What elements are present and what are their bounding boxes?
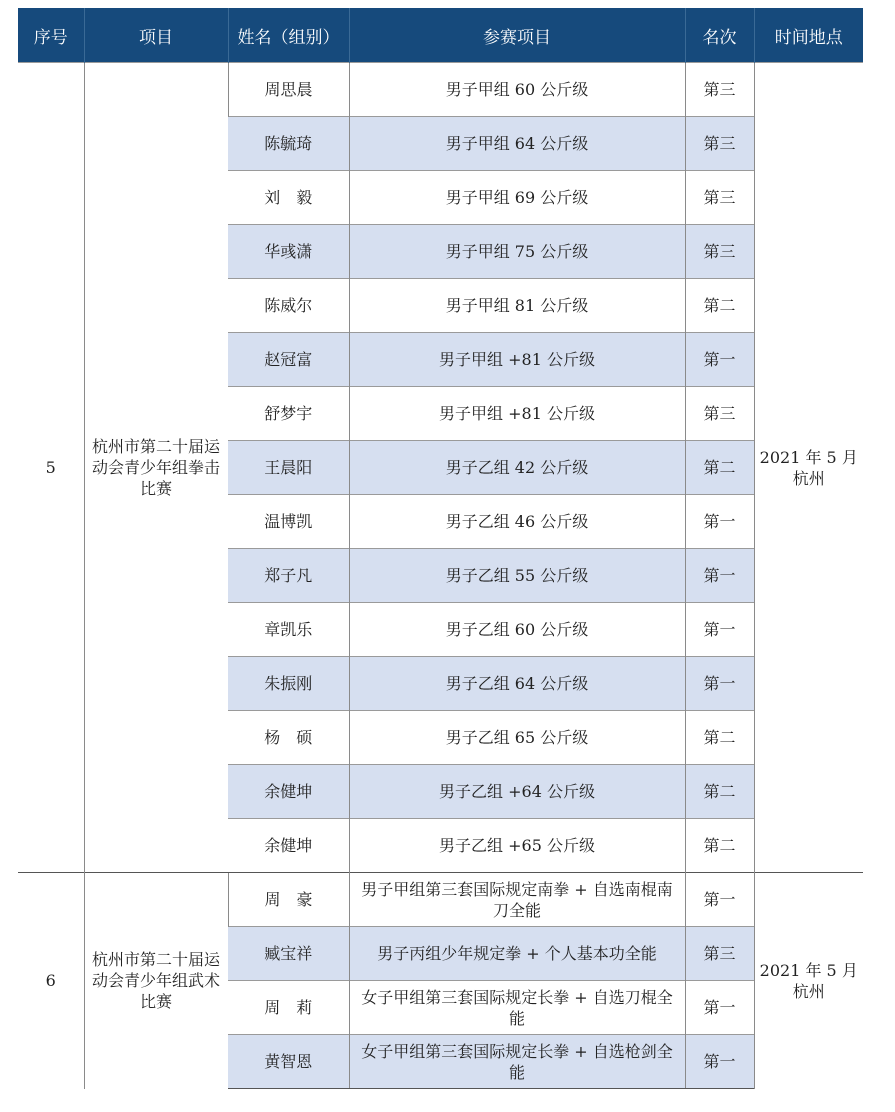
athlete-name-cell: 余健坤 [228, 765, 349, 819]
rank-cell: 第一 [685, 333, 754, 387]
rank-cell: 第一 [685, 549, 754, 603]
athlete-name-cell: 朱振刚 [228, 657, 349, 711]
category-cell: 男子乙组 46 公斤级 [349, 495, 685, 549]
rank-cell: 第二 [685, 819, 754, 873]
rank-cell: 第三 [685, 225, 754, 279]
athlete-name-cell: 刘 毅 [228, 171, 349, 225]
rank-cell: 第三 [685, 927, 754, 981]
rank-cell: 第一 [685, 981, 754, 1035]
header-event: 项目 [84, 8, 228, 63]
category-cell: 女子甲组第三套国际规定长拳 + 自选枪剑全能 [349, 1035, 685, 1089]
header-time-place: 时间地点 [754, 8, 863, 63]
athlete-name-cell: 陈威尔 [228, 279, 349, 333]
table-row [18, 873, 863, 927]
category-cell: 男子乙组 +64 公斤级 [349, 765, 685, 819]
category-cell: 男子乙组 65 公斤级 [349, 711, 685, 765]
rank-cell: 第一 [685, 657, 754, 711]
rank-cell: 第三 [685, 63, 754, 117]
header-rank: 名次 [685, 8, 754, 63]
athlete-name-cell: 周思晨 [228, 63, 349, 117]
rank-cell: 第一 [685, 1035, 754, 1089]
event-time: 2021 年 5 月 [759, 447, 858, 467]
group-event-cell: 杭州市第二十届运动会青少年组拳击比赛 [84, 63, 228, 873]
table-body [18, 63, 863, 1089]
category-cell: 男子甲组 60 公斤级 [349, 63, 685, 117]
header-category: 参赛项目 [349, 8, 685, 63]
athlete-name-cell: 杨 硕 [228, 711, 349, 765]
category-cell: 男子乙组 42 公斤级 [349, 441, 685, 495]
category-cell: 男子乙组 60 公斤级 [349, 603, 685, 657]
time-place-cell [754, 63, 863, 873]
time-place-cell [754, 873, 863, 1089]
event-place: 杭州 [792, 468, 825, 488]
category-cell: 男子甲组 81 公斤级 [349, 279, 685, 333]
category-cell: 男子甲组 69 公斤级 [349, 171, 685, 225]
athlete-name-cell: 王晨阳 [228, 441, 349, 495]
event-place: 杭州 [792, 981, 825, 1001]
athlete-name-cell: 赵冠富 [228, 333, 349, 387]
group-index-cell: 5 [18, 63, 84, 873]
table-row [18, 63, 863, 117]
category-cell: 男子乙组 64 公斤级 [349, 657, 685, 711]
group-event-cell: 杭州市第二十届运动会青少年组武术比赛 [84, 873, 228, 1089]
rank-cell: 第一 [685, 603, 754, 657]
event-time: 2021 年 5 月 [759, 960, 858, 980]
header-name: 姓名（组别） [228, 8, 349, 63]
category-cell: 男子甲组 +81 公斤级 [349, 333, 685, 387]
athlete-name-cell: 周 豪 [228, 873, 349, 927]
rank-cell: 第二 [685, 279, 754, 333]
category-cell: 男子乙组 +65 公斤级 [349, 819, 685, 873]
rank-cell: 第三 [685, 387, 754, 441]
category-cell: 男子甲组第三套国际规定南拳 + 自选南棍南刀全能 [349, 873, 685, 927]
athlete-name-cell: 章凯乐 [228, 603, 349, 657]
rank-cell: 第三 [685, 117, 754, 171]
athlete-name-cell: 余健坤 [228, 819, 349, 873]
athlete-name-cell: 温博凯 [228, 495, 349, 549]
category-cell: 男子甲组 64 公斤级 [349, 117, 685, 171]
category-cell: 男子甲组 +81 公斤级 [349, 387, 685, 441]
table-header [18, 8, 863, 63]
rank-cell: 第二 [685, 441, 754, 495]
category-cell: 男子乙组 55 公斤级 [349, 549, 685, 603]
rank-cell: 第三 [685, 171, 754, 225]
athlete-name-cell: 黄智恩 [228, 1035, 349, 1089]
athlete-name-cell: 郑子凡 [228, 549, 349, 603]
athlete-name-cell: 周 莉 [228, 981, 349, 1035]
results-table [18, 8, 863, 1089]
athlete-name-cell: 舒梦宇 [228, 387, 349, 441]
category-cell: 男子丙组少年规定拳 + 个人基本功全能 [349, 927, 685, 981]
athlete-name-cell: 臧宝祥 [228, 927, 349, 981]
category-cell: 女子甲组第三套国际规定长拳 + 自选刀棍全能 [349, 981, 685, 1035]
category-cell: 男子甲组 75 公斤级 [349, 225, 685, 279]
athlete-name-cell: 华彧潇 [228, 225, 349, 279]
header-index: 序号 [18, 8, 84, 63]
rank-cell: 第一 [685, 873, 754, 927]
rank-cell: 第二 [685, 765, 754, 819]
group-index-cell: 6 [18, 873, 84, 1089]
athlete-name-cell: 陈毓琦 [228, 117, 349, 171]
rank-cell: 第一 [685, 495, 754, 549]
rank-cell: 第二 [685, 711, 754, 765]
